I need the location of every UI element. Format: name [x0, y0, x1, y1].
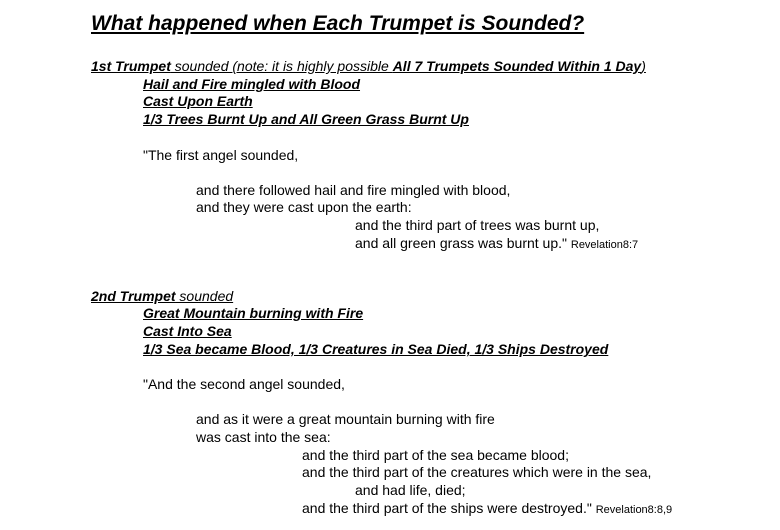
trumpet1-heading-label: 1st Trumpet: [91, 58, 171, 74]
trumpet1-heading-emphasis: All 7 Trumpets Sounded Within 1 Day: [392, 58, 642, 74]
trumpet2-heading: [91, 288, 233, 304]
trumpet2-verse-line-1: "And the second angel sounded,: [143, 376, 345, 392]
trumpet1-verse-text: and all green grass was burnt up.": [355, 235, 567, 251]
trumpet1-reference: Revelation8:7: [570, 239, 639, 251]
trumpet2-verse-line-2: and as it were a great mountain burning with fire: [196, 411, 495, 427]
trumpet1-point-1: Hail and Fire mingled with Blood: [143, 76, 361, 92]
trumpet2-verse-text: and the third part of the ships were destroyed.": [302, 500, 592, 516]
trumpet1-point-3: 1/3 Trees Burnt Up and All Green Grass Burnt Up: [143, 111, 469, 127]
trumpet2-verse-line-4: and the third part of the sea became blood;: [302, 447, 569, 463]
trumpet2-verse-line-6: and had life, died;: [355, 482, 466, 498]
trumpet2-heading-note: sounded: [175, 288, 234, 304]
trumpet1-heading: [91, 58, 646, 74]
trumpet2-verse-line-5: and the third part of the creatures which were in the sea,: [302, 464, 652, 480]
page-title: What happened when Each Trumpet is Sounded?: [91, 12, 585, 35]
trumpet2-heading-label: 2nd Trumpet: [91, 288, 176, 304]
trumpet1-verse-line-3: and they were cast upon the earth:: [196, 199, 412, 215]
trumpet1-heading-close: ): [641, 58, 646, 74]
trumpet1-point-2: Cast Upon Earth: [143, 93, 253, 109]
trumpet1-heading-note: sounded (note: it is highly possible: [170, 58, 393, 74]
trumpet2-verse-line-3: was cast into the sea:: [196, 429, 331, 445]
trumpet2-reference: Revelation8:8,9: [595, 504, 673, 516]
trumpet1-verse-line-4: and the third part of trees was burnt up,: [355, 217, 600, 233]
trumpet2-point-1: Great Mountain burning with Fire: [143, 305, 364, 321]
trumpet2-point-3: 1/3 Sea became Blood, 1/3 Creatures in Sea Died, 1/3 Ships Destroyed: [143, 341, 609, 357]
trumpet1-verse-line-1: "The first angel sounded,: [143, 147, 299, 163]
trumpet2-verse-line-7: [302, 500, 672, 516]
trumpet1-verse-line-2: and there followed hail and fire mingled with blood,: [196, 182, 511, 198]
trumpet2-point-2: Cast Into Sea: [143, 323, 232, 339]
trumpet1-verse-line-5: [355, 235, 638, 251]
